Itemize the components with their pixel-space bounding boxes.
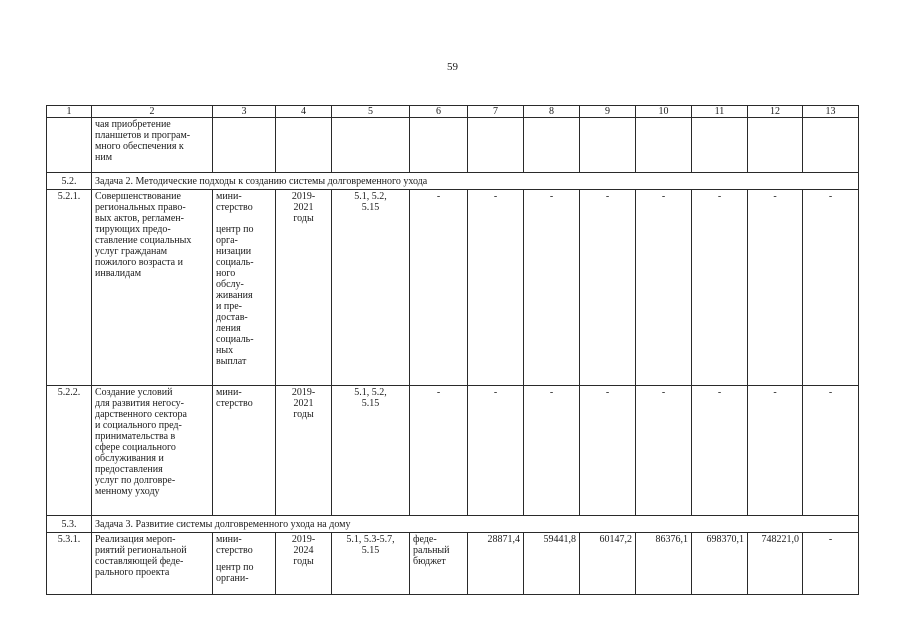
program-table [46,105,859,595]
value-cell: 28871,4 [468,533,524,595]
indicators: 5.1, 5.2, 5.15 [332,190,410,386]
task-title: Задача 2. Методические подходы к созданию системы долговременного ухода [92,173,859,190]
task-row-5-2 [47,173,859,190]
row-number: 5.2.1. [47,190,92,386]
col-number-9: 9 [580,106,636,118]
table-row-5-2-1 [47,190,859,386]
value-cell: - [803,533,859,595]
executor-primary: мини- стерство [216,191,253,213]
measure-name: Совершенствование региональных право- вых актов, регламен- тирующих предо- ставление социальных услуг гражданам пожилого возраста и инвалидам [92,190,213,386]
value-cell: 59441,8 [524,533,580,595]
source: - [410,190,468,386]
col-number-1: 1 [47,106,92,118]
task-number: 5.2. [47,173,92,190]
row-number: 5.2.2. [47,386,92,516]
cont-name: чая приобретение планшетов и програм- много обеспечения к ним [92,118,213,173]
executor [213,533,276,595]
value-cell: 86376,1 [636,533,692,595]
value-cell: - [636,386,692,516]
col-number-11: 11 [692,106,748,118]
table-row-5-2-2 [47,386,859,516]
executor-secondary: центр по орга- низации социаль- ного обслу- живания и пре- достав- ления социаль- ных выплат [216,224,254,367]
col-number-13: 13 [803,106,859,118]
executor: мини- стерство [213,386,276,516]
task-number: 5.3. [47,516,92,533]
executor-secondary: центр по органи- [216,562,254,584]
column-number-row [47,106,859,118]
col-number-4: 4 [276,106,332,118]
col-number-2: 2 [92,106,213,118]
cont-num [47,118,92,173]
row-number: 5.3.1. [47,533,92,595]
value-cell: - [803,190,859,386]
value-cell: - [692,386,748,516]
value-cell: - [636,190,692,386]
value-cell: - [580,190,636,386]
value-cell: - [803,386,859,516]
source: - [410,386,468,516]
value-cell: - [580,386,636,516]
task-row-5-3 [47,516,859,533]
col-number-5: 5 [332,106,410,118]
col-number-3: 3 [213,106,276,118]
value-cell: - [748,386,803,516]
indicators: 5.1, 5.2, 5.15 [332,386,410,516]
task-title: Задача 3. Развитие системы долговременного ухода на дому [92,516,859,533]
years: 2019- 2021 годы [276,190,332,386]
col-number-6: 6 [410,106,468,118]
value-cell: 748221,0 [748,533,803,595]
continuation-row [47,118,859,173]
value-cell: 60147,2 [580,533,636,595]
value-cell: - [468,190,524,386]
indicators: 5.1, 5.3-5.7, 5.15 [332,533,410,595]
years: 2019- 2021 годы [276,386,332,516]
page-number: 59 [447,61,458,73]
measure-name: Реализация мероп- риятий региональной составляющей феде- рального проекта [92,533,213,595]
value-cell: 698370,1 [692,533,748,595]
value-cell: - [468,386,524,516]
value-cell: - [524,190,580,386]
executor [213,190,276,386]
value-cell: - [524,386,580,516]
executor-primary: мини- стерство [216,534,253,556]
col-number-8: 8 [524,106,580,118]
years: 2019- 2024 годы [276,533,332,595]
col-number-12: 12 [748,106,803,118]
measure-name: Создание условий для развития негосу- дарственного сектора и социального пред- принимательства в сфере социального обслуживания и предоставления услуг по долговре- менному уходу [92,386,213,516]
value-cell: - [692,190,748,386]
col-number-10: 10 [636,106,692,118]
col-number-7: 7 [468,106,524,118]
value-cell: - [748,190,803,386]
funding-source: феде- ральный бюджет [410,533,468,595]
table-row-5-3-1 [47,533,859,595]
